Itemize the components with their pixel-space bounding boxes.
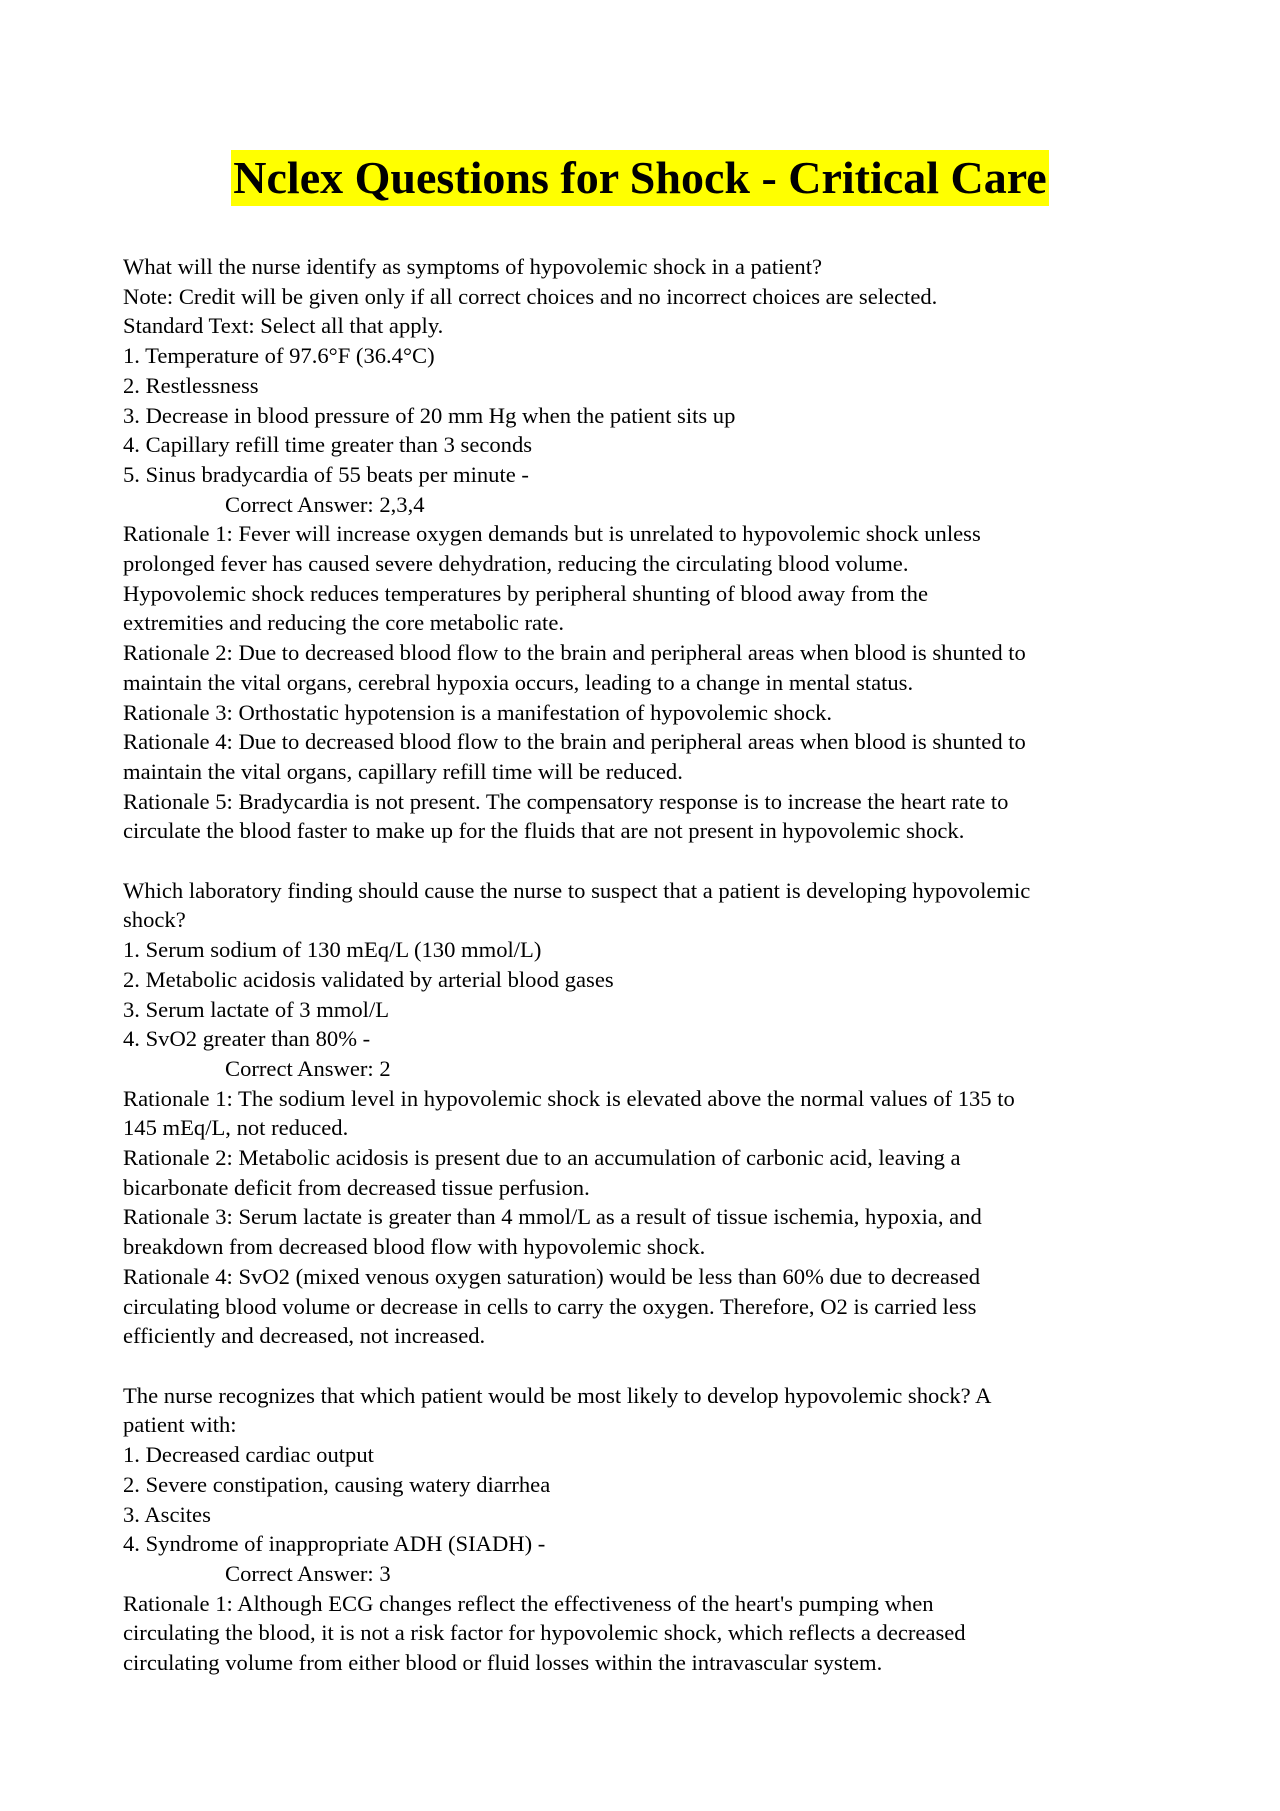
correct-answer: Correct Answer: 3 [225,1560,391,1586]
question-line: 2. Metabolic acidosis validated by arterial blood gases [123,966,614,992]
question-line: 2. Severe constipation, causing watery diarrhea [123,1471,551,1497]
question-block [123,252,1168,846]
question-line: Standard Text: Select all that apply. [123,313,444,339]
page-title: Nclex Questions for Shock - Critical Care [231,150,1048,206]
question-line: 3. Decrease in blood pressure of 20 mm Hg when the patient sits up [123,402,736,428]
rationale-line: maintain the vital organs, cerebral hypoxia occurs, leading to a change in mental status. [123,669,914,695]
question-line: Note: Credit will be given only if all correct choices and no incorrect choices are selected. [123,283,938,309]
question-stem: The nurse recognizes that which patient would be most likely to develop hypovolemic shock? A [123,1382,992,1408]
question-line: patient with: [123,1412,237,1438]
rationale-line: Rationale 4: Due to decreased blood flow to the brain and peripheral areas when blood is shunted to [123,729,1026,755]
question-line: 4. Syndrome of inappropriate ADH (SIADH) - [123,1531,546,1557]
question-block [123,1381,1168,1678]
question-line: 1. Serum sodium of 130 mEq/L (130 mmol/L) [123,937,542,963]
rationale-line: Hypovolemic shock reduces temperatures by peripheral shunting of blood away from the [123,580,928,606]
rationale-line: Rationale 5: Bradycardia is not present. The compensatory response is to increase the heart rate to [123,788,1009,814]
section-spacer [123,846,1168,876]
question-line: 3. Serum lactate of 3 mmol/L [123,996,390,1022]
question-line: 1. Temperature of 97.6°F (36.4°C) [123,343,435,369]
correct-answer: Correct Answer: 2,3,4 [225,491,425,517]
title-wrapper [0,150,1280,206]
question-line: 4. SvO2 greater than 80% - [123,1026,371,1052]
question-stem: What will the nurse identify as symptoms of hypovolemic shock in a patient? [123,254,823,279]
rationale-line: Rationale 1: The sodium level in hypovolemic shock is elevated above the normal values of 135 to [123,1085,1015,1111]
rationale-line: breakdown from decreased blood flow with hypovolemic shock. [123,1234,706,1260]
document-body [123,252,1168,1678]
question-line: 1. Decreased cardiac output [123,1442,374,1468]
rationale-line: Rationale 1: Although ECG changes reflect the effectiveness of the heart's pumping when [123,1590,934,1616]
rationale-line: circulating volume from either blood or fluid losses within the intravascular system. [123,1650,883,1676]
rationale-line: bicarbonate deficit from decreased tissue perfusion. [123,1174,590,1200]
question-line: 2. Restlessness [123,372,259,398]
rationale-line: circulating blood volume or decrease in cells to carry the oxygen. Therefore, O2 is carried less [123,1293,977,1319]
question-block [123,876,1168,1351]
section-spacer [123,1351,1168,1381]
rationale-line: prolonged fever has caused severe dehydration, reducing the circulating blood volume. [123,551,909,577]
rationale-line: Rationale 4: SvO2 (mixed venous oxygen saturation) would be less than 60% due to decreased [123,1263,981,1289]
rationale-line: circulate the blood faster to make up for the fluids that are not present in hypovolemic shock. [123,818,965,844]
rationale-line: maintain the vital organs, capillary refill time will be reduced. [123,758,683,784]
rationale-line: Rationale 3: Orthostatic hypotension is a manifestation of hypovolemic shock. [123,699,833,725]
rationale-line: efficiently and decreased, not increased. [123,1323,486,1349]
rationale-line: Rationale 2: Due to decreased blood flow to the brain and peripheral areas when blood is shunted to [123,640,1026,666]
rationale-line: Rationale 3: Serum lactate is greater than 4 mmol/L as a result of tissue ischemia, hypoxia, and [123,1204,982,1230]
rationale-line: 145 mEq/L, not reduced. [123,1115,349,1141]
rationale-line: Rationale 2: Metabolic acidosis is present due to an accumulation of carbonic acid, leaving a [123,1145,961,1171]
rationale-line: Rationale 1: Fever will increase oxygen demands but is unrelated to hypovolemic shock unless [123,521,981,547]
question-line: 3. Ascites [123,1501,211,1527]
question-stem: Which laboratory finding should cause the nurse to suspect that a patient is developing hypovolemic [123,877,1031,903]
question-line: 4. Capillary refill time greater than 3 seconds [123,432,533,458]
rationale-line: extremities and reducing the core metabolic rate. [123,610,565,636]
question-line: 5. Sinus bradycardia of 55 beats per minute - [123,461,529,487]
question-line: shock? [123,907,186,933]
rationale-line: circulating the blood, it is not a risk factor for hypovolemic shock, which reflects a decreased [123,1620,966,1646]
correct-answer: Correct Answer: 2 [225,1055,391,1081]
